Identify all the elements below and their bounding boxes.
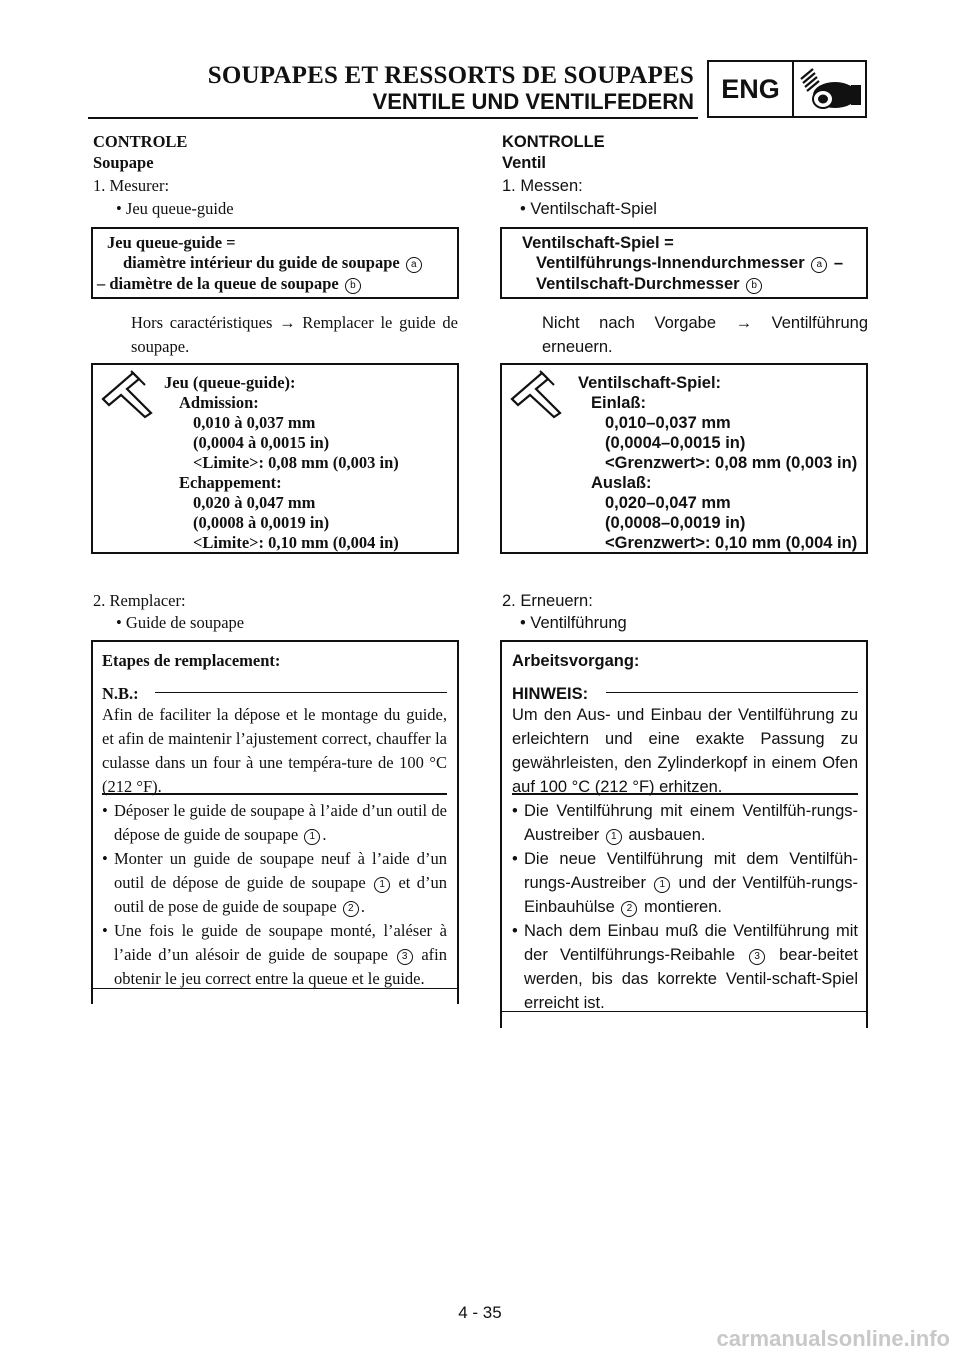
header-title-de: VENTILE UND VENTILFEDERN	[372, 89, 694, 114]
fr-formula-line3: – diamètre de la queue de soupape b	[97, 273, 363, 295]
fr-note-text: Afin de faciliter la dépose et le montage du guide, et afin de maintenir l’ajustement correct, chauffer la culasse dans un four à une tempéra-ture de 100 °C (212 °F).	[102, 705, 447, 796]
de-formula-line1: Ventilschaft-Spiel =	[522, 234, 674, 252]
de-note-label: HINWEIS:	[512, 685, 589, 703]
de-note-text: Um den Aus- und Einbau der Ventilführung zu erleichtern und eine exakte Passung zu gewährleisten, den Zylinderkopf in einem Ofen auf 100 °C (212 °F) erhitzen.	[512, 706, 858, 796]
mark-b: b	[345, 278, 361, 294]
fr-procedure-top-rule	[91, 640, 459, 642]
de-procedure-steps	[512, 799, 858, 1015]
de-formula-line3: Ventilschaft-Durchmesser b	[536, 273, 764, 295]
mark-a: a	[811, 257, 827, 273]
caliper-icon	[97, 369, 155, 419]
de-intake-range-in: (0,0004–0,0015 in)	[605, 434, 746, 452]
de-exhaust-range-in: (0,0008–0,0019 in)	[605, 514, 746, 532]
fr-procedure-right-rule	[457, 640, 459, 1004]
fr-step-1-item: • Jeu queue-guide	[116, 199, 234, 218]
de-step-bullet: • Die neue Ventilführung mit dem Ventilfüh-rungs-Austreiber 1 und der Ventilfüh-rungs-Einbauhülse 2 montieren.	[512, 847, 858, 919]
fr-procedure-title: Etapes de remplacement:	[102, 651, 281, 670]
de-spec-box	[500, 363, 868, 554]
de-step-bullet: • Nach dem Einbau muß die Ventilführung mit der Ventilführungs-Reibahle 3 bear-beitet werden, bis das korrekte Ventil-schaft-Spiel erreicht ist.	[512, 919, 858, 1015]
fr-exhaust-range-mm: 0,020 à 0,047 mm	[193, 493, 316, 512]
fr-exhaust-range-in: (0,0008 à 0,0019 in)	[193, 513, 330, 532]
fr-step-bullet: • Monter un guide de soupape neuf à l’aide d’un outil de dépose de guide de soupape 1 et d’un outil de pose de guide de soupape 2 .	[102, 847, 447, 919]
fr-procedure-left-rule	[91, 640, 93, 1004]
fr-step-1: 1. Mesurer:	[93, 176, 170, 195]
fr-formula-line1: Jeu queue-guide =	[107, 233, 236, 252]
fr-step-bullet: • Déposer le guide de soupape à l’aide d’un outil de dépose de guide de soupape 1 .	[102, 799, 447, 847]
header-title-fr: SOUPAPES ET RESSORTS DE SOUPAPES	[207, 62, 694, 89]
eng-badge	[707, 60, 867, 118]
fr-formula-line2: diamètre intérieur du guide de soupape a	[123, 252, 424, 274]
de-section-title: KONTROLLE	[502, 133, 605, 151]
fr-formula-box	[91, 227, 459, 299]
wrench-bolt-icon	[795, 65, 865, 115]
de-step-2-item: • Ventilführung	[520, 614, 627, 632]
watermark: carmanualsonline.info	[716, 1326, 950, 1351]
de-exhaust-range-mm: 0,020–0,047 mm	[605, 494, 731, 512]
fr-intake-limit: <Limite>: 0,08 mm (0,003 in)	[193, 453, 399, 472]
fr-spec-box	[91, 363, 459, 554]
fr-procedure-bottom-rule	[91, 988, 459, 989]
mark-b: b	[746, 278, 762, 294]
fr-out-of-spec: Hors caractéristiques → Remplacer le guide de soupape.	[131, 313, 458, 356]
de-formula-box	[500, 227, 868, 299]
fr-step-2: 2. Remplacer:	[93, 591, 186, 610]
eng-label: ENG	[721, 74, 780, 104]
header-rule	[88, 117, 698, 119]
fr-note-label: N.B.:	[102, 684, 139, 703]
de-step-2: 2. Erneuern:	[502, 592, 593, 610]
de-exhaust-label: Auslaß:	[591, 474, 652, 492]
fr-note-rule	[155, 692, 447, 693]
fr-intake-range-in: (0,0004 à 0,0015 in)	[193, 433, 330, 452]
page-number: 4 - 35	[458, 1303, 502, 1322]
fr-section-title: CONTROLE	[93, 132, 188, 151]
fr-intake-range-mm: 0,010 à 0,037 mm	[193, 413, 316, 432]
fr-exhaust-label: Echappement:	[179, 473, 282, 492]
de-procedure-bottom-rule	[500, 1011, 868, 1012]
fr-step-bullet: • Une fois le guide de soupape monté, l’aléser à l’aide d’un alésoir de guide de soupape 3 afin obtenir le jeu correct entre la queue et le guide.	[102, 919, 447, 991]
mark-a: a	[406, 257, 422, 273]
fr-intake-label: Admission:	[179, 393, 259, 412]
de-procedure-top-rule	[500, 640, 868, 642]
de-intake-range-mm: 0,010–0,037 mm	[605, 414, 731, 432]
fr-procedure-steps	[102, 799, 447, 991]
de-exhaust-limit: <Grenzwert>: 0,10 mm (0,004 in)	[605, 534, 858, 552]
de-formula-line2: Ventilführungs-Innendurchmesser a –	[536, 254, 843, 272]
fr-step-2-item: • Guide de soupape	[116, 613, 245, 632]
de-out-of-spec: Nicht nach Vorgabe → Ventilführung erneuern.	[542, 314, 868, 356]
de-step-bullet: • Die Ventilführung mit einem Ventilfüh-rungs-Austreiber 1 ausbauen.	[512, 799, 858, 847]
de-step-1-item: • Ventilschaft-Spiel	[520, 200, 657, 218]
de-note-bottom-rule	[512, 793, 858, 795]
de-intake-label: Einlaß:	[591, 394, 647, 412]
fr-spec-title: Jeu (queue-guide):	[164, 373, 296, 392]
fr-exhaust-limit: <Limite>: 0,10 mm (0,004 in)	[193, 533, 399, 552]
de-note-rule	[606, 692, 858, 693]
de-intake-limit: <Grenzwert>: 0,08 mm (0,003 in)	[605, 454, 858, 472]
de-step-1: 1. Messen:	[502, 177, 583, 195]
fr-subsection-title: Soupape	[93, 153, 154, 172]
de-procedure-right-rule	[866, 640, 868, 1028]
de-spec-title: Ventilschaft-Spiel:	[578, 374, 722, 392]
caliper-icon	[506, 369, 564, 419]
de-subsection-title: Ventil	[502, 154, 547, 172]
de-procedure-left-rule	[500, 640, 502, 1028]
fr-note-bottom-rule	[102, 793, 447, 795]
de-procedure-title: Arbeitsvorgang:	[512, 652, 640, 670]
